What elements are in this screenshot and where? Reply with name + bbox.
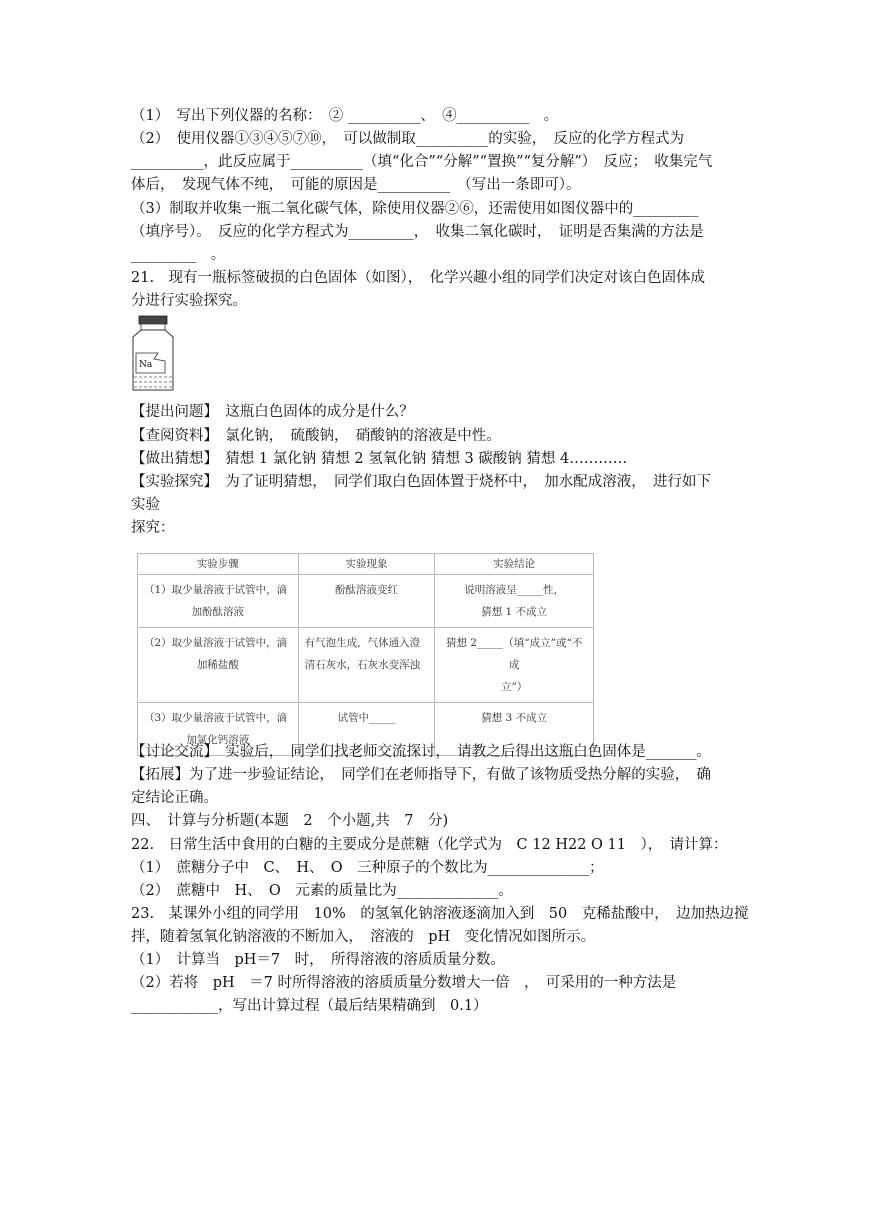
header-step: 实验步骤 xyxy=(138,554,299,575)
bottle-label-text: Na xyxy=(139,360,153,370)
q20-part1: （1） 写出下列仪器的名称： ② __________、 ④__________ 。 xyxy=(131,108,559,124)
header-phenomenon: 实验现象 xyxy=(298,554,435,575)
q23-intro-line1: 23. 某课外小组的同学用 10% 的氢氧化钠溶液逐滴加入到 50 克稀盐酸中， 边加热边搅 xyxy=(131,906,749,922)
q21-experiment-line2: 实验 xyxy=(131,497,160,513)
q21-extension-line2: 定结论正确。 xyxy=(131,790,218,806)
experiment-table xyxy=(137,553,594,756)
q21-discussion: 【讨论交流】 实验后， 同学们找老师交流探讨， 请教之后得出这瓶白色固体是_______。 xyxy=(131,744,711,760)
conclusion-cell: 猜想 3 不成立 xyxy=(435,703,594,756)
q21-experiment-line3: 探究： xyxy=(131,520,175,536)
phenomenon-cell: 有气泡生成，气体通入澄 清石灰水，石灰水变浑浊 xyxy=(298,628,435,703)
q21-hypothesis: 【做出猜想】 猜想 1 氯化钠 猜想 2 氢氧化钠 猜想 3 碳酸钠 猜想 4………… xyxy=(131,451,628,467)
q20-part3-line3: _________ 。 xyxy=(131,247,226,263)
q21-references: 【查阅资料】 氯化钠， 硫酸钠， 硝酸钠的溶液是中性。 xyxy=(131,428,501,444)
q20-part3-line1: （3）制取并收集一瓶二氧化碳气体，除使用仪器②⑥，还需使用如图仪器中的_________ xyxy=(131,201,699,217)
q23-part1: （1） 计算当 pH＝7 时， 所得溶液的溶质质量分数。 xyxy=(131,952,505,968)
table-row xyxy=(138,575,594,628)
q21-question: 【提出问题】 这瓶白色固体的成分是什么？ xyxy=(131,404,414,420)
reagent-bottle-figure xyxy=(131,315,187,393)
q23-part2-line2: ____________，写出计算过程（最后结果精确到 0.1） xyxy=(131,998,488,1014)
q22-part2: （2） 蔗糖中 H、 O 元素的质量比为______________。 xyxy=(131,883,513,899)
q22-intro: 22. 日常生活中食用的白糖的主要成分是蔗糖（化学式为 C 12 H22 O 11 ）， 请计算： xyxy=(131,837,728,853)
q23-intro-line2: 拌，随着氢氧化钠溶液的不断加入， 溶液的 pH 变化情况如图所示。 xyxy=(131,929,596,945)
q20-part2-line2: __________，此反应属于__________（填“化合”“分解”“置换”“复分解”） 反应； 收集完气 xyxy=(131,154,713,170)
step-cell: （3）取少量溶液于试管中，滴 加氯化钙溶液 xyxy=(138,703,299,756)
phenomenon-cell: 酚酞溶液变红 xyxy=(298,575,435,628)
q20-part3-line2: （填序号）。 反应的化学方程式为_________， 收集二氧化碳时， 证明是否集满的方法是 xyxy=(131,224,704,240)
table-row xyxy=(138,628,594,703)
q21-experiment-line1: 【实验探究】 为了证明猜想， 同学们取白色固体置于烧杯中， 加水配成溶液， 进行如下 xyxy=(131,474,711,490)
table-header-row xyxy=(138,554,594,575)
q21-intro-line2: 分进行实验探究。 xyxy=(131,293,247,309)
section-four-heading: 四、 计算与分析题(本题 2 个小题,共 7 分) xyxy=(131,813,449,829)
q23-part2-line1: （2）若将 pH ＝7 时所得溶液的溶质质量分数增大一倍 ， 可采用的一种方法是 xyxy=(131,975,677,991)
q22-part1: （1） 蔗糖分子中 C、 H、 O 三种原子的个数比为______________； xyxy=(131,860,604,876)
conclusion-cell: 说明溶液呈_____性， 猜想 1 不成立 xyxy=(435,575,594,628)
phenomenon-cell: 试管中_____ xyxy=(298,703,435,756)
q21-intro-line1: 21. 现有一瓶标签破损的白色固体（如图）， 化学兴趣小组的同学们决定对该白色固体成 xyxy=(131,270,706,286)
step-cell: （2）取少量溶液于试管中，滴 加稀盐酸 xyxy=(138,628,299,703)
q21-extension-line1: 【拓展】为了进一步验证结论， 同学们在老师指导下，有做了该物质受热分解的实验， 确 xyxy=(131,767,711,783)
step-cell: （1）取少量溶液于试管中，滴 加酚酞溶液 xyxy=(138,575,299,628)
q20-part2-line3: 体后， 发现气体不纯， 可能的原因是__________ （写出一条即可）。 xyxy=(131,177,581,193)
header-conclusion: 实验结论 xyxy=(435,554,594,575)
conclusion-cell: 猜想 2_____（填“成立”或“不成 立”） xyxy=(435,628,594,703)
q20-part2-line1: （2） 使用仪器①③④⑤⑦⑩， 可以做制取__________的实验， 反应的化学方程式为 xyxy=(131,131,684,147)
